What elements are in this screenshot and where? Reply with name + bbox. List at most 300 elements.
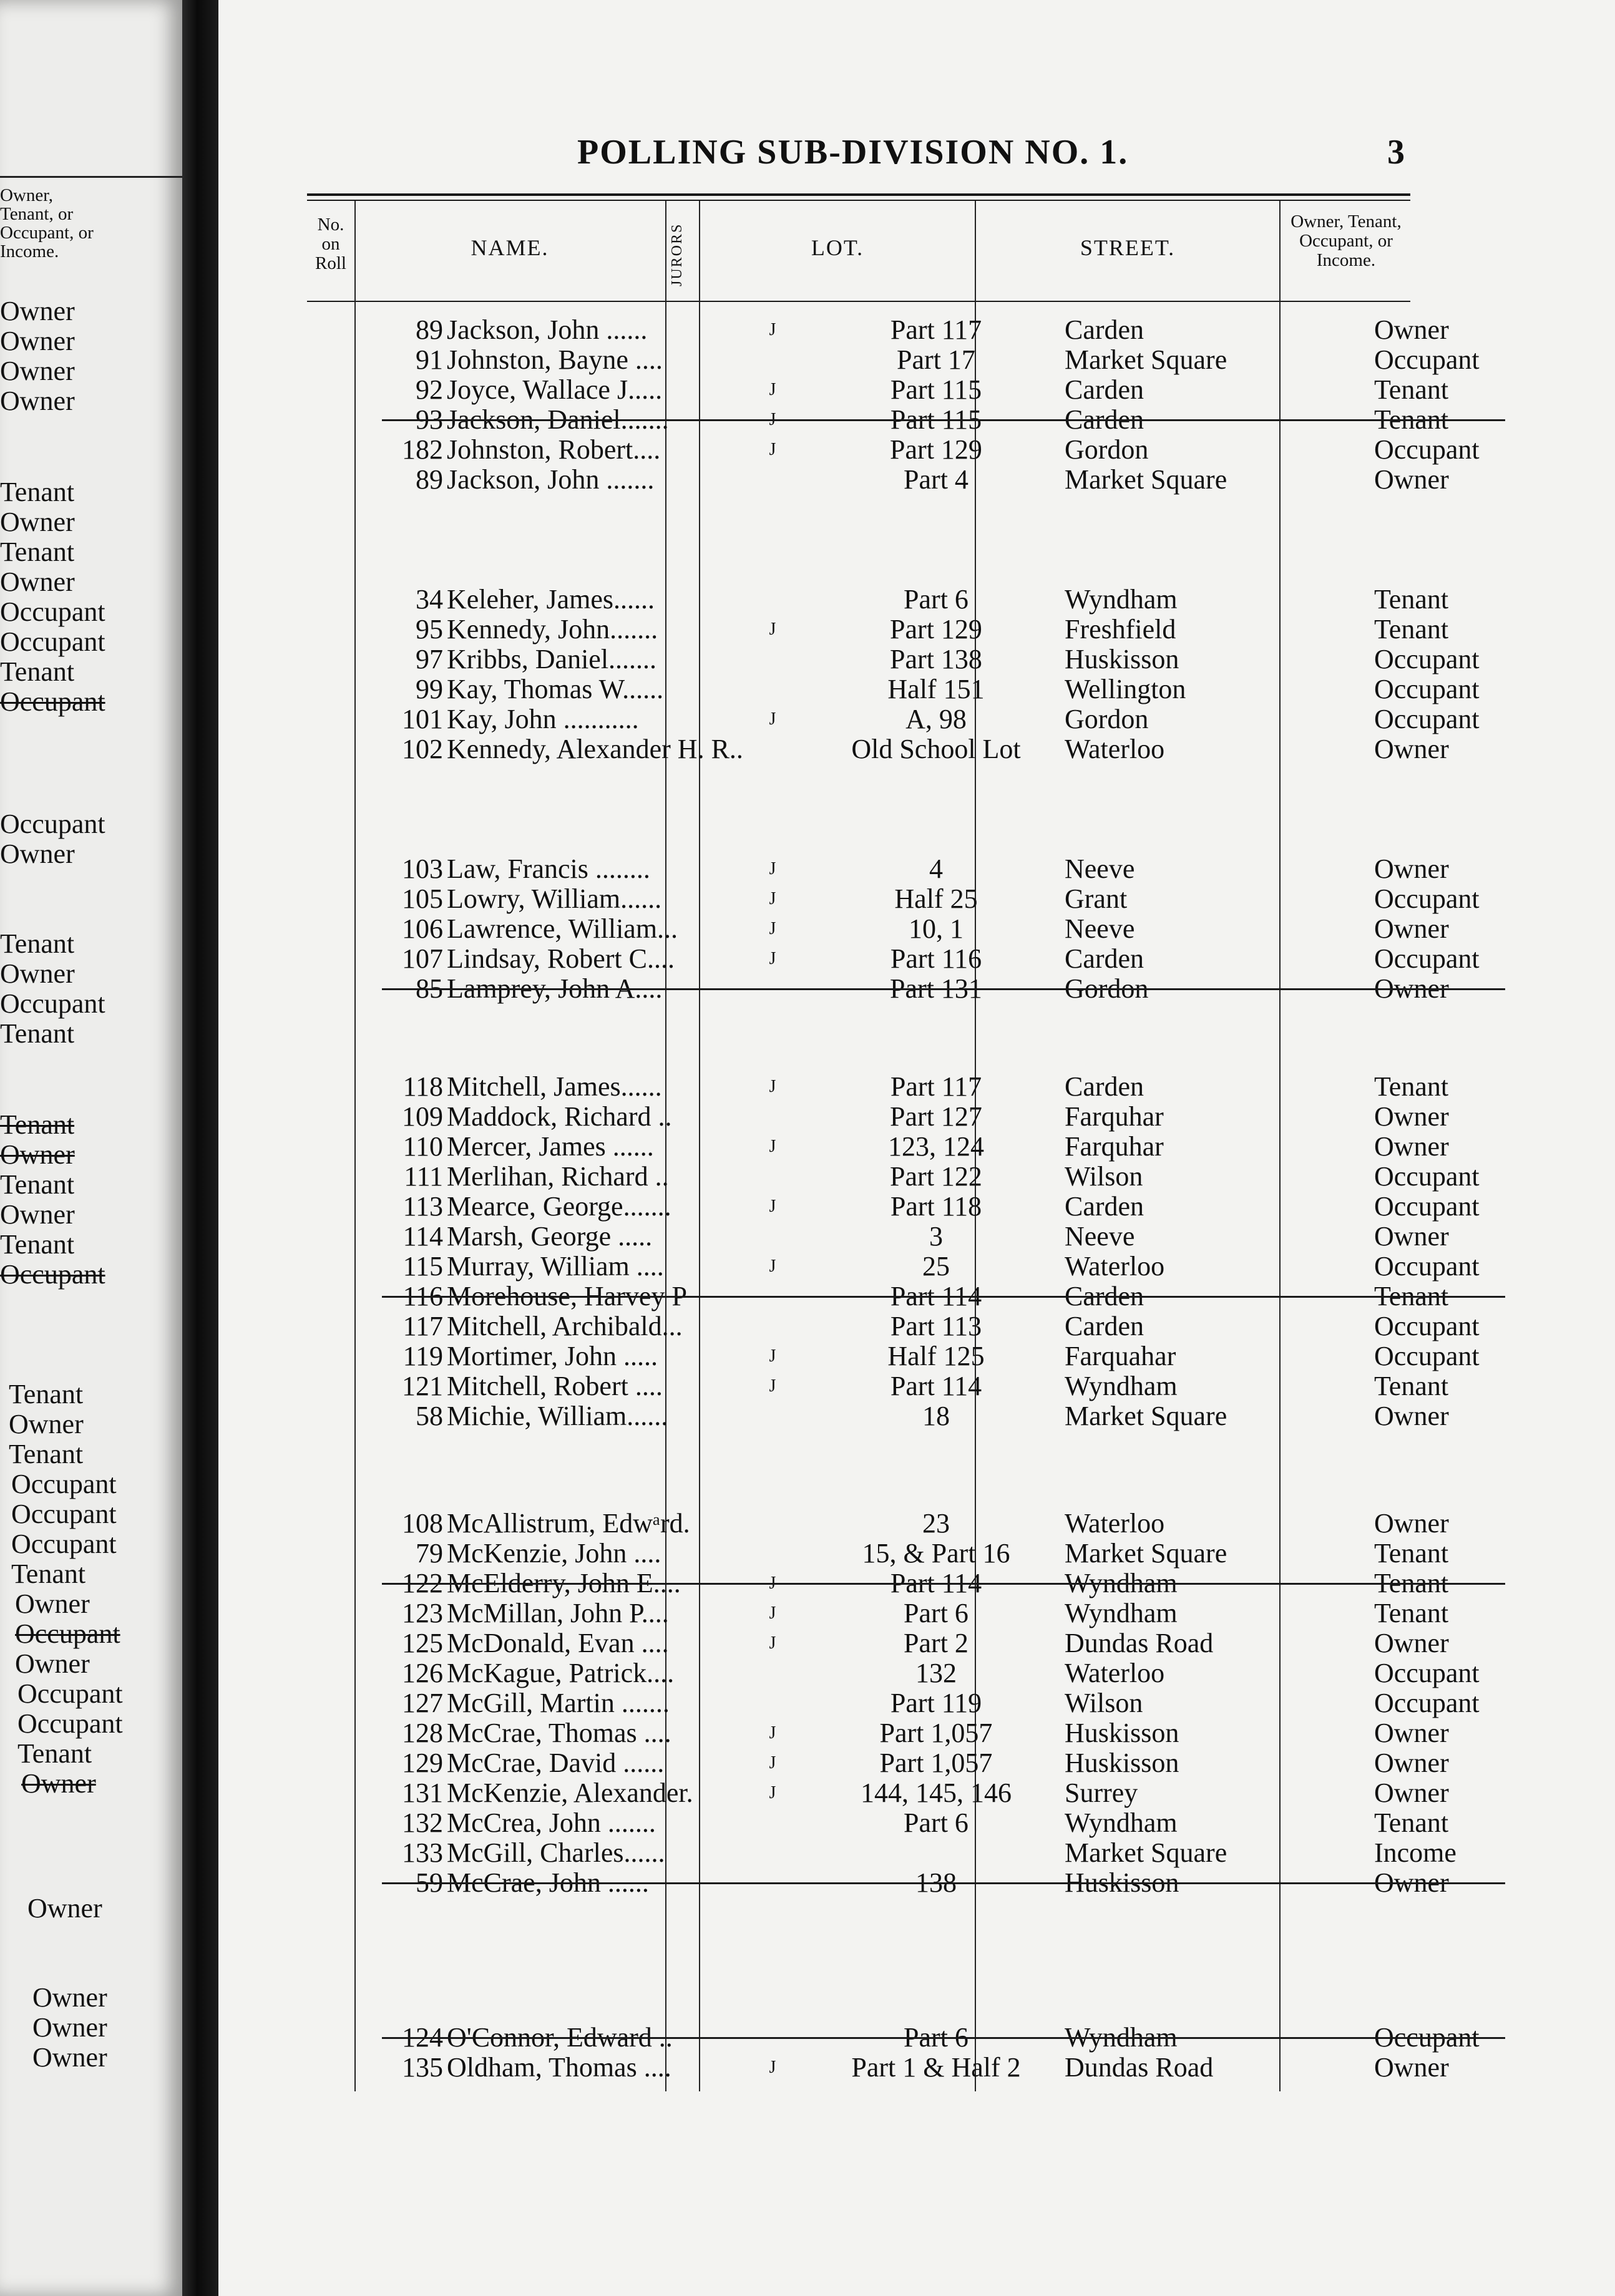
lot: 25 bbox=[922, 1251, 950, 1282]
street: Wellington bbox=[1065, 674, 1186, 704]
header-rule-bottom bbox=[307, 301, 1410, 302]
voter-name: Murray, William .... bbox=[447, 1252, 664, 1282]
roll-number: 123 bbox=[402, 1598, 443, 1628]
occupancy-status: Owner bbox=[1374, 1778, 1449, 1808]
table-row bbox=[307, 973, 1449, 1004]
voter-name: Law, Francis ........ bbox=[447, 854, 650, 884]
table-row bbox=[307, 1837, 1456, 1868]
left-page-status: Owner bbox=[0, 1199, 75, 1230]
roll-number: 118 bbox=[403, 1071, 443, 1102]
voter-name: Mitchell, James...... bbox=[447, 1072, 662, 1102]
left-page-fragment bbox=[0, 0, 182, 2296]
juror-mark: J bbox=[769, 1753, 776, 1773]
table-row bbox=[307, 1221, 1449, 1252]
left-page-status: Occupant bbox=[17, 1678, 123, 1709]
occupancy-status: Tenant bbox=[1374, 1281, 1449, 1311]
roll-number: 113 bbox=[403, 1191, 443, 1222]
roll-number: 135 bbox=[402, 2052, 443, 2083]
left-page-status: Tenant bbox=[0, 1229, 75, 1260]
lot: 132 bbox=[915, 1658, 957, 1688]
juror-mark: J bbox=[769, 620, 776, 639]
strike-through-line bbox=[382, 1583, 1505, 1585]
roll-number: 106 bbox=[402, 913, 443, 944]
street: Huskisson bbox=[1065, 1748, 1179, 1778]
left-page-status: Owner bbox=[21, 1768, 96, 1799]
street: Gordon bbox=[1065, 704, 1149, 734]
voter-name: McAllistrum, Edwᵃrd. bbox=[447, 1509, 690, 1539]
table-row bbox=[307, 883, 1480, 914]
juror-mark: J bbox=[769, 1723, 776, 1743]
lot: 23 bbox=[922, 1508, 950, 1539]
voter-name: Marsh, George ..... bbox=[447, 1222, 653, 1252]
occupancy-status: Occupant bbox=[1374, 344, 1480, 375]
lot: 123, 124 bbox=[888, 1131, 984, 1162]
table-row bbox=[307, 1688, 1480, 1718]
roll-number: 58 bbox=[416, 1401, 443, 1431]
occupancy-status: Owner bbox=[1374, 1221, 1449, 1252]
lot: Part 6 bbox=[904, 2022, 969, 2053]
table-row bbox=[307, 1281, 1449, 1311]
header-rule-second bbox=[307, 200, 1410, 201]
occupancy-status: Tenant bbox=[1374, 614, 1449, 645]
roll-number: 119 bbox=[403, 1341, 443, 1371]
column-header-jurors: JURORS bbox=[669, 223, 685, 286]
occupancy-status: Tenant bbox=[1374, 1538, 1449, 1569]
lot: 10, 1 bbox=[909, 913, 964, 944]
lot: Half 25 bbox=[894, 883, 978, 914]
lot: Part 113 bbox=[890, 1311, 982, 1341]
voter-name: McGill, Charles...... bbox=[447, 1838, 665, 1868]
table-row bbox=[307, 1311, 1480, 1341]
voter-name: McDonald, Evan .... bbox=[447, 1628, 669, 1658]
table-row bbox=[307, 734, 1449, 764]
occupancy-status: Occupant bbox=[1374, 943, 1480, 974]
occupancy-status: Tenant bbox=[1374, 584, 1449, 615]
lot: 138 bbox=[915, 1867, 957, 1898]
table-row bbox=[307, 1508, 1449, 1539]
voter-name: Johnston, Bayne .... bbox=[447, 345, 663, 375]
voter-name: Mercer, James ...... bbox=[447, 1132, 654, 1162]
voter-name: Lawrence, William... bbox=[447, 914, 678, 944]
lot: Part 129 bbox=[890, 434, 982, 465]
table-row bbox=[307, 1568, 1449, 1598]
roll-number: 89 bbox=[416, 464, 443, 495]
street: Wyndham bbox=[1065, 584, 1178, 615]
voter-name: Kribbs, Daniel....... bbox=[447, 645, 657, 674]
juror-mark: J bbox=[769, 709, 776, 729]
occupancy-status: Owner bbox=[1374, 1628, 1449, 1658]
roll-number: 182 bbox=[402, 434, 443, 465]
roll-number: 107 bbox=[402, 943, 443, 974]
voter-name: Michie, William...... bbox=[447, 1401, 668, 1431]
strike-through-line bbox=[382, 1882, 1505, 1884]
voter-name: McElderry, John E.... bbox=[447, 1569, 681, 1598]
voter-name: Lindsay, Robert C.... bbox=[447, 944, 675, 974]
roll-number: 99 bbox=[416, 674, 443, 704]
roll-number: 95 bbox=[416, 614, 443, 645]
street: Carden bbox=[1065, 374, 1144, 405]
juror-mark: J bbox=[769, 919, 776, 938]
lot: Part 114 bbox=[890, 1281, 982, 1311]
table-row bbox=[307, 913, 1449, 944]
table-row bbox=[307, 644, 1480, 674]
lot: Old School Lot bbox=[851, 734, 1021, 764]
occupancy-status: Occupant bbox=[1374, 883, 1480, 914]
juror-mark: J bbox=[769, 380, 776, 399]
voter-name: McKenzie, Alexander. bbox=[447, 1778, 693, 1808]
juror-mark: J bbox=[769, 1077, 776, 1096]
table-row bbox=[307, 1748, 1449, 1778]
voter-name: Maddock, Richard .. bbox=[447, 1102, 672, 1132]
street: Carden bbox=[1065, 1071, 1144, 1102]
voter-name: Jackson, Daniel....... bbox=[447, 405, 669, 435]
table-row bbox=[307, 1628, 1449, 1658]
left-page-status: Occupant bbox=[17, 1708, 123, 1739]
voter-name: McMillan, John P.... bbox=[447, 1598, 669, 1628]
left-page-status: Owner bbox=[15, 1648, 90, 1679]
occupancy-status: Occupant bbox=[1374, 1341, 1480, 1371]
table-row bbox=[307, 614, 1449, 645]
occupancy-status: Occupant bbox=[1374, 704, 1480, 734]
column-header-no: No. on Roll bbox=[315, 215, 346, 273]
juror-mark: J bbox=[769, 1346, 776, 1366]
occupancy-status: Owner bbox=[1374, 973, 1449, 1004]
street: Farquhar bbox=[1065, 1101, 1164, 1132]
lot: Part 115 bbox=[890, 374, 982, 405]
left-page-status: Tenant bbox=[9, 1439, 84, 1469]
voter-name: Lamprey, John A.... bbox=[447, 974, 663, 1004]
left-page-status: Tenant bbox=[17, 1738, 92, 1769]
left-page-status: Tenant bbox=[11, 1559, 86, 1589]
occupancy-status: Owner bbox=[1374, 1718, 1449, 1748]
table-row bbox=[307, 1131, 1449, 1162]
roll-number: 121 bbox=[402, 1371, 443, 1401]
occupancy-status: Owner bbox=[1374, 1131, 1449, 1162]
left-page-status: Tenant bbox=[0, 928, 75, 959]
roll-number: 126 bbox=[402, 1658, 443, 1688]
left-page-status: Occupant bbox=[11, 1469, 117, 1499]
voter-name: Joyce, Wallace J..... bbox=[447, 375, 663, 405]
voter-name: Keleher, James...... bbox=[447, 585, 655, 615]
left-page-status: Owner bbox=[0, 1139, 75, 1170]
column-header-lot: LOT. bbox=[811, 235, 864, 260]
voter-name: Lowry, William...... bbox=[447, 884, 662, 914]
table-row bbox=[307, 1598, 1449, 1628]
voter-name: Kay, John ........... bbox=[447, 704, 639, 734]
occupancy-status: Tenant bbox=[1374, 1598, 1449, 1628]
roll-number: 108 bbox=[402, 1508, 443, 1539]
lot: Half 151 bbox=[887, 674, 985, 704]
lot: Part 118 bbox=[890, 1191, 982, 1222]
lot: Part 116 bbox=[890, 943, 982, 974]
street: Farquahar bbox=[1065, 1341, 1176, 1371]
lot: Part 6 bbox=[904, 584, 969, 615]
lot: Part 6 bbox=[904, 1598, 969, 1628]
roll-number: 132 bbox=[402, 1807, 443, 1838]
lot: 15, & Part 16 bbox=[862, 1538, 1010, 1569]
roll-number: 122 bbox=[402, 1568, 443, 1598]
voter-name: McKenzie, John .... bbox=[447, 1539, 661, 1569]
roll-number: 127 bbox=[402, 1688, 443, 1718]
lot: Part 6 bbox=[904, 1807, 969, 1838]
table-row bbox=[307, 1867, 1449, 1898]
table-row bbox=[307, 1191, 1480, 1222]
voter-name: Mitchell, Robert .... bbox=[447, 1371, 663, 1401]
juror-mark: J bbox=[769, 440, 776, 459]
lot: Part 138 bbox=[890, 644, 982, 674]
left-page-status: Owner bbox=[0, 567, 75, 597]
occupancy-status: Occupant bbox=[1374, 1311, 1480, 1341]
occupancy-status: Owner bbox=[1374, 464, 1449, 495]
voter-name: Kennedy, Alexander H. R.. bbox=[447, 734, 743, 764]
juror-mark: J bbox=[769, 1574, 776, 1593]
lot: Part 114 bbox=[890, 1568, 982, 1598]
occupancy-status: Owner bbox=[1374, 913, 1449, 944]
lot: Part 119 bbox=[890, 1688, 982, 1718]
street: Market Square bbox=[1065, 464, 1227, 495]
left-page-status: Occupant bbox=[11, 1529, 117, 1559]
roll-number: 117 bbox=[403, 1311, 443, 1341]
juror-mark: J bbox=[769, 889, 776, 908]
voter-name: Kennedy, John....... bbox=[447, 615, 658, 645]
voter-name: McCrae, Thomas .... bbox=[447, 1718, 671, 1748]
table-row bbox=[307, 1341, 1480, 1371]
voter-name: Jackson, John ...... bbox=[447, 315, 648, 345]
left-page-status: Owner bbox=[32, 2012, 107, 2043]
occupancy-status: Tenant bbox=[1374, 1371, 1449, 1401]
juror-mark: J bbox=[769, 859, 776, 878]
table-row bbox=[307, 2022, 1480, 2053]
street: Gordon bbox=[1065, 434, 1149, 465]
lot: Part 1,057 bbox=[879, 1748, 993, 1778]
voter-name: Oldham, Thomas .... bbox=[447, 2053, 671, 2083]
table-row bbox=[307, 1778, 1449, 1808]
voter-name: Merlihan, Richard .. bbox=[447, 1162, 669, 1192]
roll-number: 101 bbox=[402, 704, 443, 734]
roll-number: 131 bbox=[402, 1778, 443, 1808]
street: Neeve bbox=[1065, 913, 1135, 944]
juror-mark: J bbox=[769, 1603, 776, 1623]
roll-number: 115 bbox=[403, 1251, 443, 1282]
occupancy-status: Occupant bbox=[1374, 1688, 1480, 1718]
left-page-status: Owner bbox=[9, 1409, 84, 1439]
street: Carden bbox=[1065, 314, 1144, 345]
occupancy-status: Income bbox=[1374, 1837, 1456, 1868]
left-page-status: Occupant bbox=[0, 988, 105, 1019]
street: Dundas Road bbox=[1065, 2052, 1214, 2083]
occupancy-status: Tenant bbox=[1374, 1568, 1449, 1598]
occupancy-status: Owner bbox=[1374, 854, 1449, 884]
book-gutter bbox=[182, 0, 220, 2296]
street: Market Square bbox=[1065, 1401, 1227, 1431]
left-page-status: Occupant bbox=[0, 596, 105, 627]
juror-mark: J bbox=[769, 1783, 776, 1802]
street: Wyndham bbox=[1065, 1371, 1178, 1401]
left-page-status: Owner bbox=[15, 1588, 90, 1619]
table-row bbox=[307, 1807, 1449, 1838]
street: Grant bbox=[1065, 883, 1128, 914]
lot: Part 129 bbox=[890, 614, 982, 645]
lot: Part 122 bbox=[890, 1161, 982, 1192]
street: Gordon bbox=[1065, 973, 1149, 1004]
roll-number: 85 bbox=[416, 973, 443, 1004]
roll-number: 124 bbox=[402, 2022, 443, 2053]
strike-through-line bbox=[382, 988, 1505, 990]
lot: Part 131 bbox=[890, 973, 982, 1004]
left-page-status: Owner bbox=[32, 1982, 107, 2013]
occupancy-status: Tenant bbox=[1374, 374, 1449, 405]
street: Carden bbox=[1065, 943, 1144, 974]
column-header-name: NAME. bbox=[471, 235, 549, 260]
left-page-status: Occupant bbox=[0, 686, 105, 717]
street: Wyndham bbox=[1065, 1568, 1178, 1598]
voter-name: Kay, Thomas W...... bbox=[447, 674, 664, 704]
voter-name: McCrea, John ....... bbox=[447, 1808, 656, 1838]
table-row bbox=[307, 344, 1480, 375]
juror-mark: J bbox=[769, 410, 776, 429]
left-page-status: Owner bbox=[0, 507, 75, 537]
occupancy-status: Occupant bbox=[1374, 2022, 1480, 2053]
column-header-street: STREET. bbox=[1080, 235, 1176, 260]
table-row bbox=[307, 1658, 1480, 1688]
table-row bbox=[307, 314, 1449, 345]
table-row bbox=[307, 1071, 1449, 1102]
lot: 144, 145, 146 bbox=[861, 1778, 1012, 1808]
roll-number: 110 bbox=[403, 1131, 443, 1162]
page-title: POLLING SUB-DIVISION NO. 1. bbox=[577, 133, 1129, 172]
voter-name: Mearce, George....... bbox=[447, 1192, 671, 1222]
lot: Part 4 bbox=[904, 464, 969, 495]
roll-number: 109 bbox=[402, 1101, 443, 1132]
occupancy-status: Occupant bbox=[1374, 674, 1480, 704]
left-page-status: Occupant bbox=[0, 809, 105, 839]
roll-number: 103 bbox=[402, 854, 443, 884]
roll-number: 105 bbox=[402, 883, 443, 914]
voter-name: Morehouse, Harvey P bbox=[447, 1282, 687, 1311]
lot: Part 1,057 bbox=[879, 1718, 993, 1748]
roll-number: 102 bbox=[402, 734, 443, 764]
voter-name: Johnston, Robert.... bbox=[447, 435, 661, 465]
lot: Half 125 bbox=[887, 1341, 985, 1371]
street: Freshfield bbox=[1065, 614, 1176, 645]
occupancy-status: Owner bbox=[1374, 1748, 1449, 1778]
street: Huskisson bbox=[1065, 1718, 1179, 1748]
roll-number: 114 bbox=[403, 1221, 443, 1252]
column-header-status: Owner, Tenant, Occupant, or Income. bbox=[1291, 212, 1402, 270]
lot: Part 127 bbox=[890, 1101, 982, 1132]
table-row bbox=[307, 2052, 1449, 2083]
occupancy-status: Tenant bbox=[1374, 404, 1449, 435]
street: Market Square bbox=[1065, 344, 1227, 375]
lot: Part 1 & Half 2 bbox=[851, 2052, 1021, 2083]
table-row bbox=[307, 374, 1449, 405]
roll-number: 125 bbox=[402, 1628, 443, 1658]
table-row bbox=[307, 704, 1480, 734]
left-page-rule bbox=[0, 176, 182, 178]
juror-mark: J bbox=[769, 1376, 776, 1396]
voter-name: McKague, Patrick.... bbox=[447, 1658, 675, 1688]
voter-name: McCrae, David ...... bbox=[447, 1748, 665, 1778]
left-page-status: Owner bbox=[0, 839, 75, 869]
roll-page bbox=[218, 0, 1615, 2296]
street: Wilson bbox=[1065, 1688, 1143, 1718]
lot: Part 114 bbox=[890, 1371, 982, 1401]
left-page-status: Owner bbox=[0, 296, 75, 326]
street: Waterloo bbox=[1065, 734, 1165, 764]
voter-name: Mitchell, Archibald... bbox=[447, 1311, 683, 1341]
left-page-status: Owner bbox=[32, 2042, 107, 2073]
left-page-status: Occupant bbox=[11, 1499, 117, 1529]
left-page-heading: Owner, Tenant, or Occupant, or Income. bbox=[0, 185, 94, 261]
occupancy-status: Occupant bbox=[1374, 434, 1480, 465]
roll-number: 34 bbox=[416, 584, 443, 615]
table-row bbox=[307, 1538, 1449, 1569]
street: Waterloo bbox=[1065, 1508, 1165, 1539]
roll-number: 133 bbox=[402, 1837, 443, 1868]
occupancy-status: Occupant bbox=[1374, 1191, 1480, 1222]
roll-number: 92 bbox=[416, 374, 443, 405]
occupancy-status: Owner bbox=[1374, 1867, 1449, 1898]
juror-mark: J bbox=[769, 320, 776, 339]
voter-name: Mortimer, John ..... bbox=[447, 1341, 658, 1371]
voter-name: McGill, Martin ....... bbox=[447, 1688, 670, 1718]
left-page-status: Tenant bbox=[0, 477, 75, 507]
juror-mark: J bbox=[769, 1633, 776, 1653]
left-page-status: Tenant bbox=[0, 1109, 75, 1140]
roll-number: 93 bbox=[416, 404, 443, 435]
voter-name: Jackson, John ....... bbox=[447, 465, 655, 495]
table-row bbox=[307, 674, 1480, 704]
occupancy-status: Occupant bbox=[1374, 644, 1480, 674]
juror-mark: J bbox=[769, 1257, 776, 1276]
left-page-status: Tenant bbox=[0, 1018, 75, 1049]
roll-number: 116 bbox=[403, 1281, 443, 1311]
street: Wyndham bbox=[1065, 1807, 1178, 1838]
street: Surrey bbox=[1065, 1778, 1138, 1808]
juror-mark: J bbox=[769, 2058, 776, 2077]
roll-number: 59 bbox=[416, 1867, 443, 1898]
strike-through-line bbox=[382, 1296, 1505, 1298]
juror-mark: J bbox=[769, 949, 776, 968]
table-row bbox=[307, 1401, 1449, 1431]
street: Market Square bbox=[1065, 1837, 1227, 1868]
roll-number: 97 bbox=[416, 644, 443, 674]
lot: 4 bbox=[929, 854, 943, 884]
street: Market Square bbox=[1065, 1538, 1227, 1569]
left-page-status: Occupant bbox=[0, 1259, 105, 1290]
left-page-status: Tenant bbox=[0, 656, 75, 687]
lot: Part 117 bbox=[890, 1071, 982, 1102]
street: Dundas Road bbox=[1065, 1628, 1214, 1658]
street: Waterloo bbox=[1065, 1658, 1165, 1688]
street: Neeve bbox=[1065, 1221, 1135, 1252]
roll-number: 128 bbox=[402, 1718, 443, 1748]
occupancy-status: Owner bbox=[1374, 1508, 1449, 1539]
left-page-status: Tenant bbox=[0, 537, 75, 567]
juror-mark: J bbox=[769, 1197, 776, 1216]
table-row bbox=[307, 1371, 1449, 1401]
voter-name: O'Connor, Edward .. bbox=[447, 2023, 673, 2053]
occupancy-status: Owner bbox=[1374, 734, 1449, 764]
street: Carden bbox=[1065, 1281, 1144, 1311]
lot: 18 bbox=[922, 1401, 950, 1431]
occupancy-status: Occupant bbox=[1374, 1161, 1480, 1192]
occupancy-status: Occupant bbox=[1374, 1251, 1480, 1282]
left-page-status: Tenant bbox=[9, 1379, 84, 1409]
left-page-status: Owner bbox=[0, 386, 75, 416]
left-page-status: Occupant bbox=[0, 626, 105, 657]
occupancy-status: Owner bbox=[1374, 1401, 1449, 1431]
